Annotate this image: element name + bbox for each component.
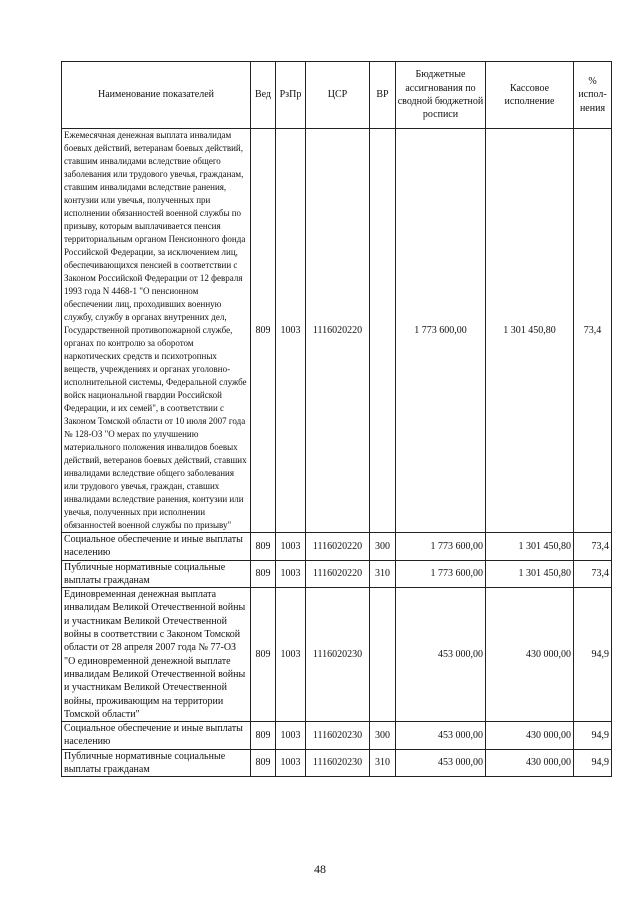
row-budget: 1 773 600,00 [396, 533, 486, 561]
table-row [62, 533, 612, 561]
row-csr: 1116020230 [306, 722, 370, 750]
row-csr: 1116020220 [306, 533, 370, 561]
row-percent: 73,4 [574, 533, 612, 561]
row-name: Публичные нормативные социальные выплаты гражданам [62, 560, 251, 588]
table-row [62, 560, 612, 588]
row-name: Единовременная денежная выплата инвалидам Великой Отечественной войны и участникам Великой Отечественной войны в соответствии с Законом Томской области от 28 апреля 2007 года № 77-ОЗ "О единовременной денежной выплате инвалидам Великой Отечественной войны и участникам Великой Отечественной войны, проживающим на территории Томской области" [62, 588, 251, 722]
row-csr: 1116020220 [306, 560, 370, 588]
row-cash: 1 301 450,80 [486, 533, 574, 561]
row-rzpr: 1003 [276, 722, 306, 750]
row-rzpr: 1003 [276, 129, 306, 533]
header-cash: Кассовое исполнение [486, 62, 574, 129]
row-vr: 310 [370, 560, 396, 588]
row-ved: 809 [251, 560, 276, 588]
row-budget: 1 773 600,00 [396, 560, 486, 588]
row-ved: 809 [251, 722, 276, 750]
budget-execution-table [61, 61, 612, 777]
row-ved: 809 [251, 588, 276, 722]
row-cash: 430 000,00 [486, 588, 574, 722]
row-cash: 430 000,00 [486, 722, 574, 750]
row-vr [370, 588, 396, 722]
table-header-row [62, 62, 612, 129]
header-vr: ВР [370, 62, 396, 129]
row-percent: 94,9 [574, 749, 612, 777]
row-percent: 94,9 [574, 722, 612, 750]
header-budget: Бюджетные ассигнования по сводной бюджетной росписи [396, 62, 486, 129]
row-csr: 1116020220 [306, 129, 370, 533]
page-number: 48 [314, 862, 326, 876]
row-ved: 809 [251, 749, 276, 777]
row-vr: 310 [370, 749, 396, 777]
header-rzpr: РзПр [276, 62, 306, 129]
row-rzpr: 1003 [276, 560, 306, 588]
row-ved: 809 [251, 533, 276, 561]
row-vr: 300 [370, 722, 396, 750]
header-percent: % испол-нения [574, 62, 612, 129]
row-rzpr: 1003 [276, 749, 306, 777]
row-csr: 1116020230 [306, 588, 370, 722]
header-csr: ЦСР [306, 62, 370, 129]
row-name: Социальное обеспечение и иные выплаты населению [62, 722, 251, 750]
header-name: Наименование показателей [62, 62, 251, 129]
row-cash: 1 301 450,80 [486, 129, 574, 533]
row-name: Социальное обеспечение и иные выплаты населению [62, 533, 251, 561]
row-percent: 73,4 [574, 560, 612, 588]
row-name: Публичные нормативные социальные выплаты гражданам [62, 749, 251, 777]
row-vr: 300 [370, 533, 396, 561]
row-budget: 453 000,00 [396, 749, 486, 777]
row-ved: 809 [251, 129, 276, 533]
row-vr [370, 129, 396, 533]
row-rzpr: 1003 [276, 588, 306, 722]
row-percent: 73,4 [574, 129, 612, 533]
row-rzpr: 1003 [276, 533, 306, 561]
row-budget: 453 000,00 [396, 588, 486, 722]
row-budget: 1 773 600,00 [396, 129, 486, 533]
row-budget: 453 000,00 [396, 722, 486, 750]
table-row [62, 129, 612, 533]
table-row [62, 722, 612, 750]
row-percent: 94,9 [574, 588, 612, 722]
row-name: Ежемесячная денежная выплата инвалидам боевых действий, ветеранам боевых действий, ставшим инвалидами вследствие общего заболевания или трудового увечья, гражданам, ставшим инвалидами вследствие ранения, контузии или увечья, полученных при исполнении обязанностей военной службы по призыву, которым выплачивается пенсия территориальным органом Пенсионного фонда Российской Федерации, за исключением лиц, обеспечивающихся пенсией в соответствии с Законом Российской Федерации от 12 февраля 1993 года N 4468-1 "О пенсионном обеспечении лиц, проходивших военную службу, службу в органах внутренних дел, Государственной противопожарной службе, органах по контролю за оборотом наркотических средств и психотропных веществ, учреждениях и органах уголовно-исполнительной системы, Федеральной службе войск национальной гвардии Российской Федерации, и их семей", в соответствии с Законом Томской области от 10 июля 2007 года № 128-ОЗ "О мерах по улучшению материального положения инвалидов боевых действий, ветеранов боевых действий, ставших инвалидами вследствие общего заболевания или трудового увечья, граждан, ставших инвалидами вследствие ранения, контузии или увечья, полученных при исполнении обязанностей военной службы по призыву" [62, 129, 251, 533]
table-row [62, 588, 612, 722]
row-csr: 1116020230 [306, 749, 370, 777]
row-cash: 430 000,00 [486, 749, 574, 777]
table-row [62, 749, 612, 777]
row-cash: 1 301 450,80 [486, 560, 574, 588]
header-ved: Вед [251, 62, 276, 129]
